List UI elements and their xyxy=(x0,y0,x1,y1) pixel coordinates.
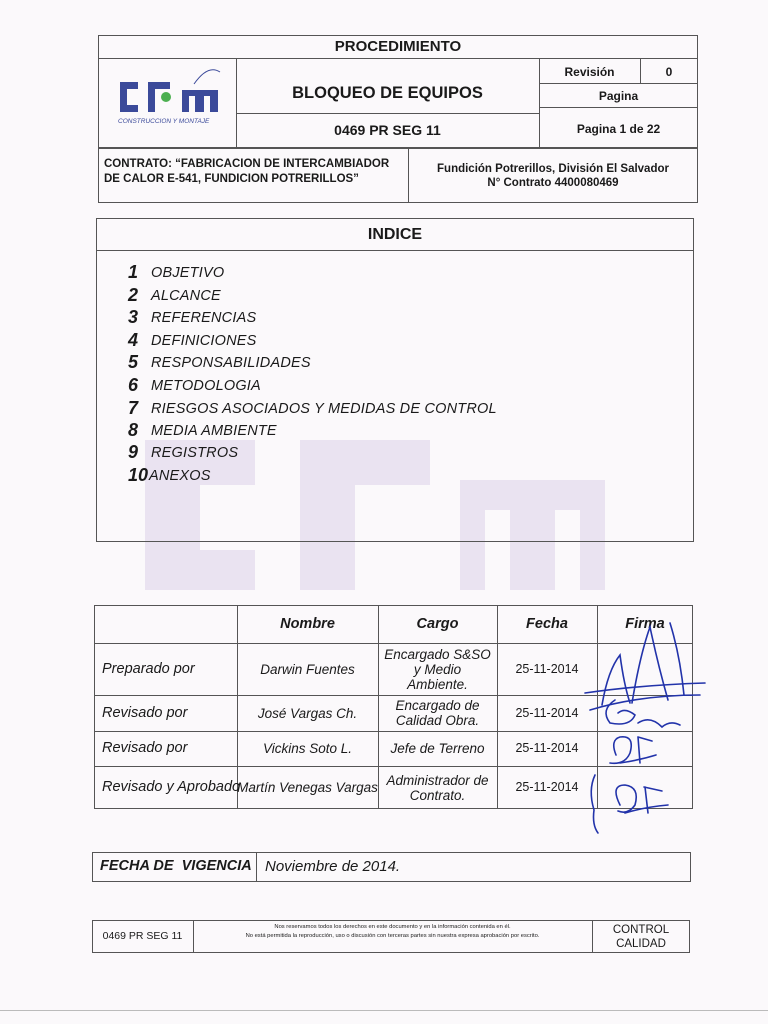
index-item-number: 8 xyxy=(128,420,139,440)
page-label: Pagina xyxy=(598,89,639,103)
index-title: INDICE xyxy=(367,226,423,243)
index-item-number: 6 xyxy=(128,375,139,395)
approval-stage: Revisado y Aprobado xyxy=(102,779,241,795)
footer-code: 0469 PR SEG 11 xyxy=(102,930,183,942)
index-item-label: RIESGOS ASOCIADOS Y MEDIDAS DE CONTROL xyxy=(151,401,497,417)
document-code: 0469 PR SEG 11 xyxy=(334,122,441,138)
index-item-label: OBJETIVO xyxy=(151,265,225,281)
index-item-number: 4 xyxy=(128,330,139,350)
footer-control-line1: CONTROL xyxy=(612,924,670,936)
approval-stage: Preparado por xyxy=(102,660,195,677)
index-item-number: 7 xyxy=(128,398,139,418)
approver-name: Vickins Soto L. xyxy=(262,741,353,756)
column-header-signature: Firma xyxy=(625,615,665,632)
index-item-number: 3 xyxy=(128,307,139,327)
index-item-label: REGISTROS xyxy=(151,445,239,461)
approver-name: Martín Venegas Vargas xyxy=(237,780,378,795)
doc-type-title: PROCEDIMIENTO xyxy=(334,38,462,55)
index-item-label: RESPONSABILIDADES xyxy=(151,355,311,371)
approver-role: Encargado S&SO y Medio Ambiente. xyxy=(384,646,491,692)
approval-date: 25-11-2014 xyxy=(515,661,579,676)
revision-label: Revisión xyxy=(564,65,615,79)
column-header-date: Fecha xyxy=(526,615,568,632)
handwritten-signatures xyxy=(580,615,710,840)
contract-location: Fundición Potrerillos, División El Salvador xyxy=(437,163,669,175)
index-item-number: 2 xyxy=(128,285,139,305)
approval-date: 25-11-2014 xyxy=(515,780,579,794)
index-item-label: DEFINICIONES xyxy=(151,333,257,349)
contract-number: N° Contrato 4400080469 xyxy=(487,177,619,189)
approver-role: Encargado de Calidad Obra. xyxy=(395,698,480,728)
index-item-number: 10 xyxy=(128,465,149,485)
approver-role: Jefe de Terreno xyxy=(390,741,485,756)
page-number: Pagina 1 de 22 xyxy=(576,122,661,136)
index-item-number: 5 xyxy=(128,352,139,372)
validity-label: FECHA DE VIGENCIA xyxy=(100,858,252,874)
approval-stage: Revisado por xyxy=(102,704,188,721)
validity-value: Noviembre de 2014. xyxy=(265,858,401,875)
approver-role: Administrador de Contrato. xyxy=(386,772,489,803)
approval-date: 25-11-2014 xyxy=(515,705,579,720)
column-header-name: Nombre xyxy=(280,615,335,632)
index-item-label: ALCANCE xyxy=(151,288,221,304)
index-item-label: REFERENCIAS xyxy=(151,310,257,326)
footer-notice-line1: Nos reservamos todos los derechos en este documento y en la información contenida en él. xyxy=(274,924,511,930)
approval-stage: Revisado por xyxy=(102,740,188,756)
index-item-number: 1 xyxy=(128,262,139,282)
revision-value: 0 xyxy=(665,65,673,79)
index-item-label: ANEXOS xyxy=(149,468,211,484)
approver-name: José Vargas Ch. xyxy=(257,705,358,721)
footer-control-line2: CALIDAD xyxy=(616,938,666,950)
approver-name: Darwin Fuentes xyxy=(260,661,355,677)
column-header-role: Cargo xyxy=(416,615,459,632)
footer-notice-line2: No está permitida la reproducción, uso o discusión con terceras partes sin nuestra expresa aprobación por escrito. xyxy=(245,933,540,939)
index-item-label: MEDIA AMBIENTE xyxy=(151,423,277,439)
document-title: BLOQUEO DE EQUIPOS xyxy=(292,84,483,102)
company-logo xyxy=(108,64,232,134)
index-item-label: METODOLOGIA xyxy=(151,378,261,394)
index-item-number: 9 xyxy=(128,442,139,462)
contract-description: CONTRATO: “FABRICACION DE INTERCAMBIADOR DE CALOR E-541, FUNDICION POTRERILLOS” xyxy=(104,158,390,185)
logo-tagline: CONSTRUCCION Y MONTAJE xyxy=(118,118,210,125)
approval-date: 25-11-2014 xyxy=(515,741,579,755)
